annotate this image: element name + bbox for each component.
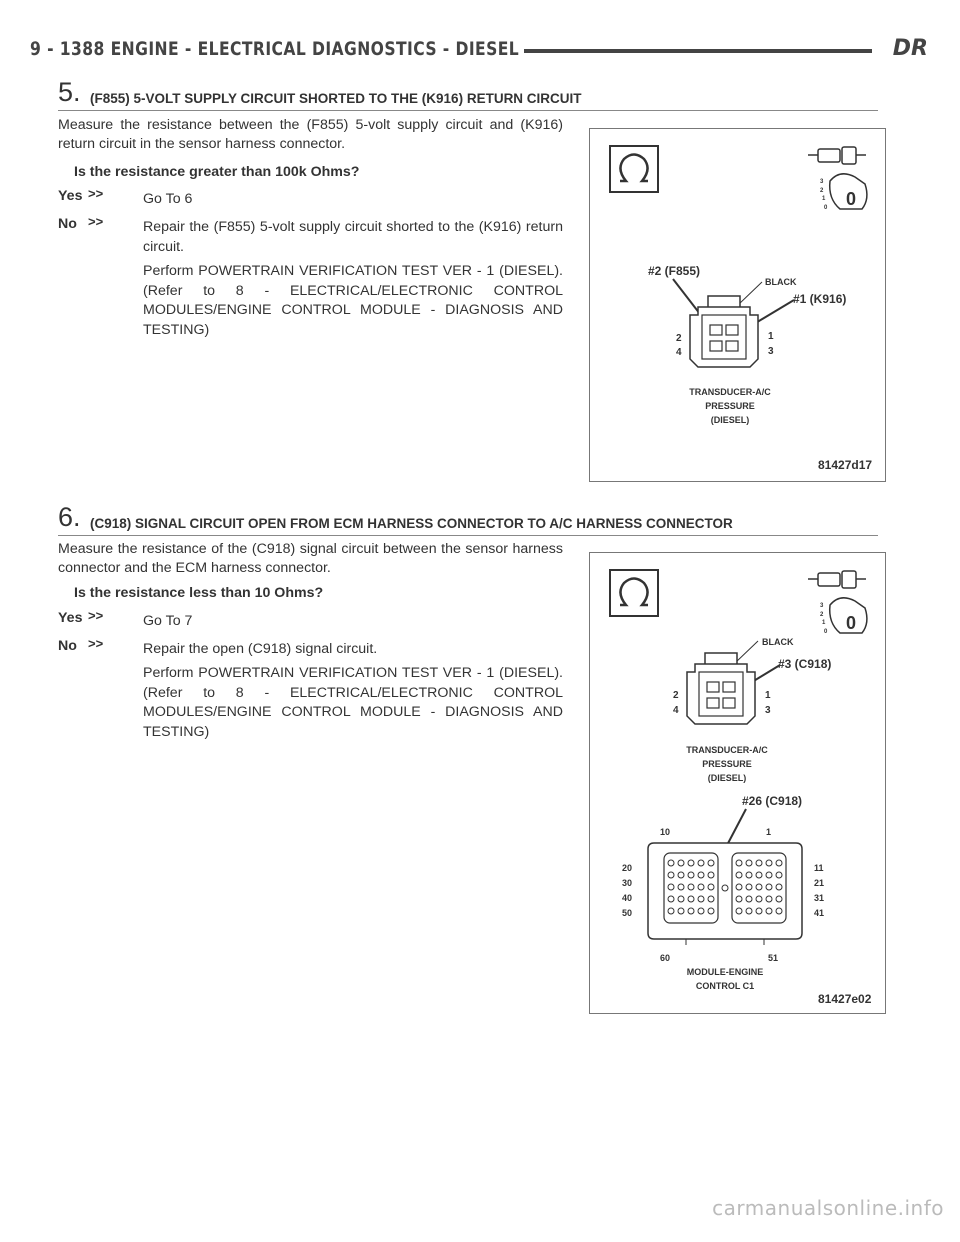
model-badge: DR [892, 36, 928, 61]
section-number: 6. [58, 502, 81, 532]
meter-scale-2: 2 [820, 188, 824, 194]
section-5-instruction: Measure the resistance between the (F855) 5-volt supply circuit and (K916) return circuit in the sensor harness connector. [58, 117, 563, 152]
no-action-verify: Perform POWERTRAIN VERIFICATION TEST VER - 1 (DIESEL). (Refer to 8 - ELECTRICAL/ELECTRONIC CONTROL MODULES/ENGINE CONTROL MODULE - DIAGNOSIS AND TESTING) [143, 665, 563, 740]
ecm-pin-11: 11 [814, 863, 824, 873]
yes-arrow: >> [88, 608, 104, 623]
section-number: 5. [58, 77, 81, 107]
figure-id: 81427d17 [818, 458, 873, 472]
yes-action: Go To 6 [143, 191, 193, 207]
ecm-wire-label: #26 (C918) [742, 794, 803, 808]
caption-line-1: TRANSDUCER-A/C [686, 745, 768, 755]
wire-label-k916: #1 (K916) [793, 292, 847, 306]
ecm-caption-line-2: CONTROL C1 [695, 981, 755, 991]
wire-label-c918: #3 (C918) [778, 657, 832, 671]
pin-label-3: 3 [768, 346, 774, 357]
header-rule [524, 49, 872, 53]
section-5-heading [58, 77, 878, 111]
pin-label-4: 4 [673, 705, 679, 716]
meter-dial-icon [820, 598, 867, 635]
no-arrow: >> [88, 214, 104, 229]
meter-value: 0 [846, 613, 857, 633]
caption-line-2: PRESSURE [705, 401, 755, 411]
figure-81427e02 [589, 552, 886, 1014]
wire-color-label: BLACK [765, 277, 797, 287]
meter-scale-1: 1 [822, 196, 826, 202]
transducer-connector [690, 296, 758, 367]
section-6-instruction: Measure the resistance of the (C918) signal circuit between the sensor harness connector and the ECM harness connector. [58, 541, 563, 576]
ecm-pin-20: 20 [622, 863, 633, 873]
figure-81427d17 [589, 128, 886, 482]
page-header [30, 38, 930, 64]
yes-action: Go To 7 [143, 613, 193, 629]
yes-label: Yes [58, 188, 83, 204]
wiring-diagram-1 [590, 129, 885, 481]
caption-line-3: (DIESEL) [710, 415, 750, 425]
yes-label: Yes [58, 610, 83, 626]
section-6-heading [58, 502, 878, 536]
meter-scale-0: 0 [824, 629, 828, 635]
meter-scale-2: 2 [820, 612, 824, 618]
pin-label-1: 1 [765, 690, 771, 701]
pin-label-2: 2 [673, 690, 679, 701]
no-arrow: >> [88, 636, 104, 651]
meter-dial-icon [820, 174, 867, 211]
pin-label-1: 1 [768, 331, 774, 342]
no-label: No [58, 216, 77, 232]
no-action-verify: Perform POWERTRAIN VERIFICATION TEST VER - 1 (DIESEL). (Refer to 8 - ELECTRICAL/ELECTRONIC CONTROL MODULES/ENGINE CONTROL MODULE - DIAGNOSIS AND TESTING) [143, 263, 563, 338]
ecm-pin-41: 41 [814, 908, 825, 918]
meter-scale-3: 3 [820, 603, 824, 609]
pin-label-2: 2 [676, 333, 682, 344]
no-action: Repair the (F855) 5-volt supply circuit shorted to the (K916) return circuit. [143, 219, 563, 255]
ecm-pin-50: 50 [622, 908, 633, 918]
watermark: carmanualsonline.info [712, 1196, 944, 1220]
ecm-pin-10: 10 [660, 827, 671, 837]
ecm-pin-51: 51 [768, 953, 779, 963]
ohmmeter-box [610, 570, 658, 616]
ohmmeter-box [610, 146, 658, 192]
meter-scale-1: 1 [822, 620, 826, 626]
section-6-question: Is the resistance less than 10 Ohms? [74, 585, 324, 601]
ecm-pin-1: 1 [766, 827, 772, 837]
caption-line-1: TRANSDUCER-A/C [689, 387, 771, 397]
section-title: (F855) 5-VOLT SUPPLY CIRCUIT SHORTED TO THE (K916) RETURN CIRCUIT [90, 91, 582, 106]
section-5-question: Is the resistance greater than 100k Ohms? [74, 164, 360, 180]
ecm-caption-line-1: MODULE-ENGINE [686, 967, 764, 977]
ohm-icon [620, 579, 648, 606]
ecm-pin-21: 21 [814, 878, 825, 888]
meter-probe-icon [808, 147, 866, 164]
wiring-diagram-2 [590, 553, 885, 1013]
meter-probe-icon [808, 571, 866, 588]
ecm-pin-30: 30 [622, 878, 633, 888]
caption-line-3: (DIESEL) [707, 773, 747, 783]
no-label: No [58, 638, 77, 654]
wire-color-label: BLACK [762, 637, 794, 647]
ohm-icon [620, 155, 648, 182]
transducer-connector [687, 653, 755, 724]
no-action: Repair the open (C918) signal circuit. [143, 641, 378, 657]
ecm-connector [648, 843, 802, 945]
page-title: 9 - 1388 ENGINE - ELECTRICAL DIAGNOSTICS - DIESEL [30, 38, 520, 60]
wire-label-f855: #2 (F855) [648, 264, 701, 278]
pin-label-3: 3 [765, 705, 771, 716]
meter-value: 0 [846, 189, 857, 209]
figure-id: 81427e02 [818, 992, 872, 1006]
section-title: (C918) SIGNAL CIRCUIT OPEN FROM ECM HARNESS CONNECTOR TO A/C HARNESS CONNECTOR [90, 516, 733, 531]
yes-arrow: >> [88, 186, 104, 201]
meter-scale-3: 3 [820, 179, 824, 185]
ecm-pin-31: 31 [814, 893, 825, 903]
ecm-pin-60: 60 [660, 953, 671, 963]
pin-label-4: 4 [676, 347, 682, 358]
meter-scale-0: 0 [824, 205, 828, 211]
caption-line-2: PRESSURE [702, 759, 752, 769]
ecm-pin-40: 40 [622, 893, 633, 903]
